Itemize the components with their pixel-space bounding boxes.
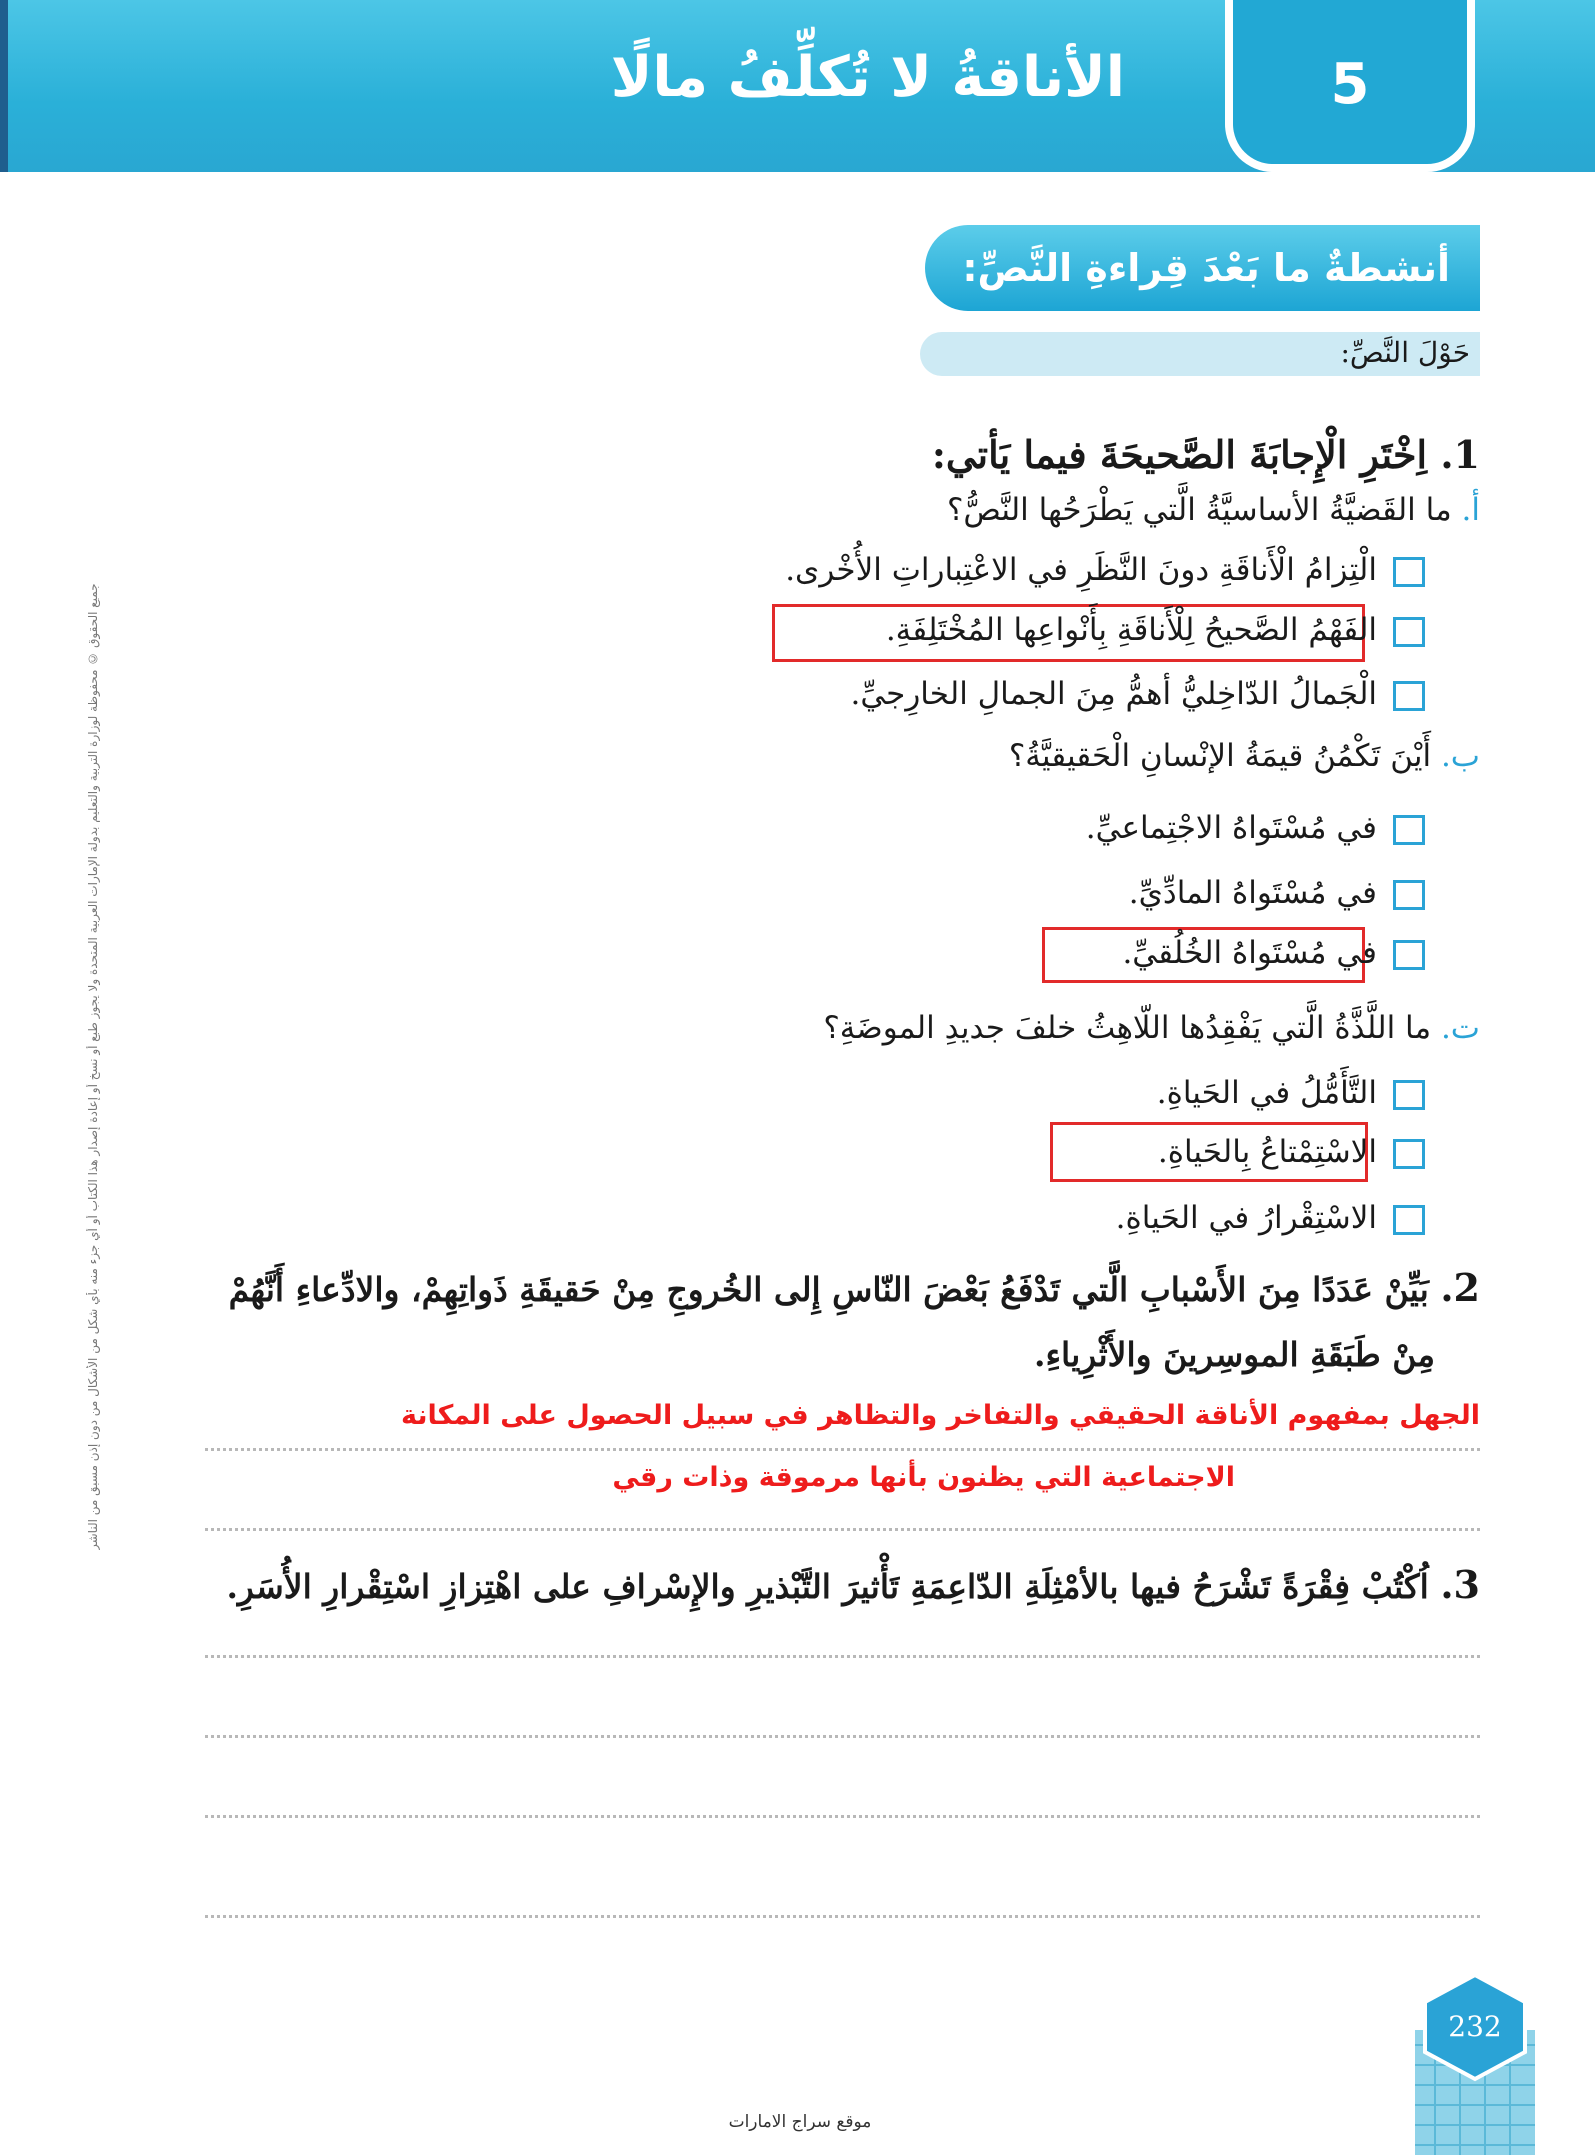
checkbox-icon[interactable] — [1393, 815, 1425, 845]
page-badge-graphic — [1385, 1970, 1545, 2155]
question-1a-text: ما القَضيَّةُ الأساسيَّةُ الَّتي يَطْرَحُها النَّصُّ؟ — [946, 492, 1452, 528]
lesson-title: الأناقةُ لا تُكلِّفُ مالًا — [610, 45, 1125, 110]
checkbox-icon[interactable] — [1393, 617, 1425, 647]
question-1c — [823, 1010, 1480, 1046]
question-1-prompt: اِخْتَرِ الْإِجابَةَ الصَّحيحَةَ فيما يَأتي: — [931, 432, 1428, 477]
option-1b-2[interactable]: في مُسْتَواهُ المادِّيِّ. — [1129, 875, 1425, 911]
question-1c-letter: ت. — [1440, 1010, 1480, 1046]
question-1b — [1009, 738, 1480, 774]
answer-2-line-2: الاجتماعية التي يظنون بأنها مرموقة وذات رقي — [612, 1462, 1235, 1493]
checkbox-icon[interactable] — [1393, 1205, 1425, 1235]
question-3-number: 3. — [1440, 1562, 1480, 1607]
footer-site-name: موقع سراج الامارات — [728, 2112, 872, 2132]
question-1-heading — [932, 432, 1480, 477]
writing-line — [205, 1915, 1480, 1918]
question-1c-text: ما اللَّذَّةُ الَّتي يَفْقِدُها اللّاهِثُ خلفَ جديدِ الموضَةِ؟ — [823, 1010, 1432, 1046]
question-1a-letter: أ. — [1461, 492, 1480, 528]
copyright-side-note: جميع الحقوق © محفوظة لوزارة التربية والتعليم بدولة الإمارات العربية المتحدة ولا يجوز طبع أو نسخ أو إعادة إصدار هذا الكتاب أو أي جزء منه بأي شكل من الأشكال من دون إذن مسبق من الناشر — [86, 583, 100, 1550]
question-2-line-1: 2. بَيِّنْ عَدَدًا مِنَ الأَسْبابِ الَّتي تَدْفَعُ بَعْضَ النّاسِ إِلى الخُروجِ مِنْ حَقيقَةِ ذَواتِهِمْ، والادِّعاءِ أَنَّهُمْ — [228, 1265, 1480, 1310]
option-1a-1[interactable]: الْتِزامُ الْأَناقَةِ دونَ النَّظَرِ في الاعْتِباراتِ الأُخْرى. — [785, 552, 1425, 588]
question-2-number: 2. — [1440, 1265, 1480, 1310]
option-1a-2[interactable]: الفَهْمُ الصَّحيحُ لِلْأَناقَةِ بِأَنْواعِها المُخْتَلِفَةِ. — [886, 612, 1425, 648]
option-1a-3[interactable]: الْجَمالُ الدّاخِليُّ أهمُّ مِنَ الجمالِ الخارِجيِّ. — [850, 676, 1425, 712]
writing-line — [205, 1528, 1480, 1531]
writing-line — [205, 1815, 1480, 1818]
option-1b-3[interactable]: في مُسْتَواهُ الخُلُقيِّ. — [1122, 935, 1425, 971]
option-1c-1[interactable]: التَّأَمُّلُ في الحَياةِ. — [1157, 1075, 1425, 1111]
checkbox-icon[interactable] — [1393, 880, 1425, 910]
question-1-number: 1. — [1440, 432, 1480, 477]
writing-line — [205, 1735, 1480, 1738]
checkbox-icon[interactable] — [1393, 681, 1425, 711]
writing-line — [205, 1448, 1480, 1451]
option-1c-2[interactable]: الاسْتِمْتاعُ بِالحَياةِ. — [1158, 1134, 1425, 1170]
question-2-line-2: مِنْ طَبَقَةِ الموسِرينَ والأَثْرِياءِ. — [1034, 1335, 1435, 1374]
checkbox-icon[interactable] — [1393, 1080, 1425, 1110]
question-3-heading: 3. اُكْتُبْ فِقْرَةً تَشْرَحُ فيها بالأمْثِلَةِ الدّاعِمَةِ تَأْثيرَ التَّبْذيرِ والإِسْرافِ على اهْتِزازِ اسْتِقْرارِ الأُسَرِ. — [226, 1562, 1480, 1607]
header-edge-stripe — [0, 0, 8, 172]
question-1a — [947, 492, 1480, 528]
question-1b-letter: ب. — [1440, 738, 1480, 774]
about-text-label: حَوْلَ النَّصِّ: — [1340, 336, 1470, 369]
page-number: 232 — [1448, 2010, 1502, 2043]
checkbox-icon[interactable] — [1393, 557, 1425, 587]
writing-line — [205, 1655, 1480, 1658]
checkbox-icon[interactable] — [1393, 1139, 1425, 1169]
checkbox-icon[interactable] — [1393, 940, 1425, 970]
activities-title: أنشطةٌ ما بَعْدَ قِراءةِ النَّصِّ: — [962, 246, 1450, 290]
option-1c-3[interactable]: الاسْتِقْرارُ في الحَياةِ. — [1116, 1200, 1425, 1236]
lesson-number: 5 — [1330, 52, 1370, 117]
page-number-badge — [1385, 1970, 1545, 2155]
option-1b-1[interactable]: في مُسْتَواهُ الاجْتِماعيِّ. — [1086, 810, 1425, 846]
question-1b-text: أَيْنَ تَكْمُنُ قيمَةُ الإنْسانِ الْحَقيقيَّةُ؟ — [1008, 738, 1432, 774]
answer-2-line-1: الجهل بمفهوم الأناقة الحقيقي والتفاخر والتظاهر في سبيل الحصول على المكانة — [400, 1400, 1480, 1431]
